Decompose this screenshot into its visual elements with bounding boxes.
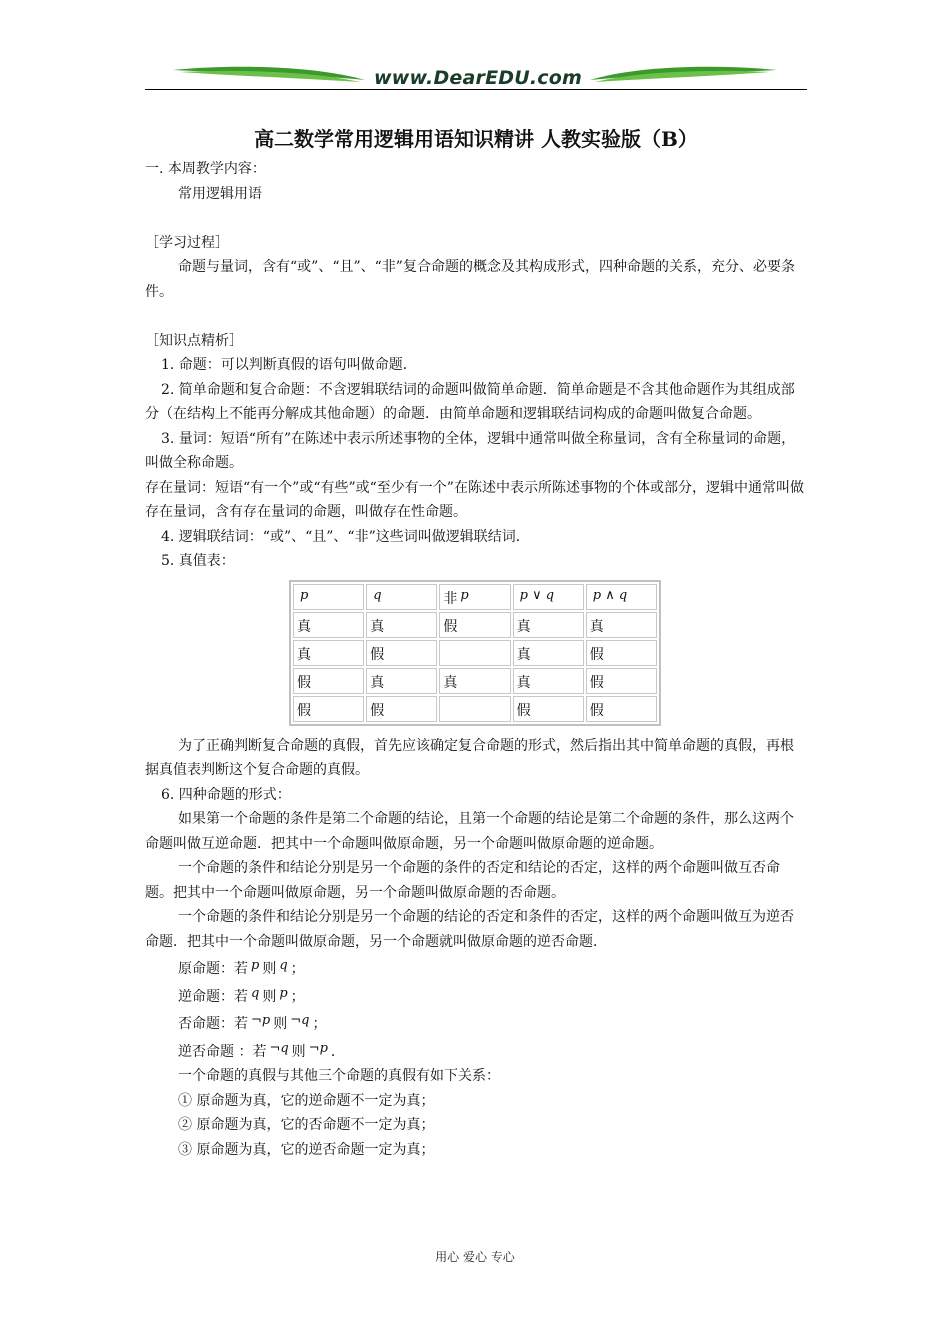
truth-cell: 假 <box>513 696 584 722</box>
truth-cell: 假 <box>586 696 657 722</box>
item-3: 3. 量词：短语“所有”在陈述中表示所述事物的全体，逻辑中通常叫做全称量词，含有全称量词的命题，叫做全称命题。 <box>145 430 796 471</box>
table-row <box>293 612 657 638</box>
truth-cell: 真 <box>586 612 657 638</box>
item-5: 5. 真值表： <box>161 553 235 569</box>
list-item: ③ 原命题为真，它的逆否命题一定为真； <box>178 1141 435 1158</box>
truth-cell: 假 <box>293 668 364 694</box>
truth-table-header-row <box>293 584 657 610</box>
truth-cell: 假 <box>366 696 437 722</box>
section1-heading: 一. 本周教学内容： <box>145 161 266 177</box>
site-name: www.DearEDU.com <box>373 67 583 89</box>
section1-body: 常用逻辑用语 <box>178 185 262 202</box>
document-body <box>145 157 807 1162</box>
truth-cell: 假 <box>439 612 510 638</box>
section6-para1: 如果第一个命题的条件是第二个命题的结论，且第一个命题的结论是第二个命题的条件，那么这两个命题叫做互逆命题．把其中一个命题叫做原命题，另一个命题叫做原命题的逆命题。 <box>145 811 794 852</box>
truth-cell: 真 <box>439 668 510 694</box>
truth-header-cell: p ∧ q <box>586 584 657 610</box>
truth-cell: 真 <box>366 612 437 638</box>
table-row <box>293 668 657 694</box>
site-header <box>145 60 807 92</box>
truth-cell: 假 <box>366 640 437 666</box>
truth-cell <box>439 696 510 722</box>
truth-cell: 真 <box>293 612 364 638</box>
relation-intro: 一个命题的真假与其他三个命题的真假有如下关系： <box>178 1068 500 1084</box>
item-1: 1. 命题：可以判断真假的语句叫做命题． <box>161 357 417 373</box>
truth-cell: 假 <box>586 640 657 666</box>
section6-heading: 6. 四种命题的形式： <box>161 786 291 803</box>
truth-cell: 真 <box>293 640 364 666</box>
section2-heading: ［学习过程］ <box>145 234 229 251</box>
page-title: 高二数学常用逻辑用语知识精讲 人教实验版（B） <box>254 127 698 151</box>
form-inverse: 否命题：若 ¬p 则 ¬q ； <box>178 1013 327 1032</box>
section3-heading: ［知识点精析］ <box>145 332 243 349</box>
page-footer: 用心 爱心 专心 <box>435 1250 515 1264</box>
truth-header-cell: 非 p <box>439 584 510 610</box>
section6-para2: 一个命题的条件和结论分别是另一个命题的条件的否定和结论的否定，这样的两个命题叫做互否命题。把其中一个命题叫做原命题，另一个命题叫做原命题的否命题。 <box>145 860 780 901</box>
truth-table-wrap <box>289 580 807 726</box>
truth-cell: 假 <box>293 696 364 722</box>
header-rule <box>145 89 807 90</box>
section6-para3: 一个命题的条件和结论分别是另一个命题的结论的否定和条件的否定，这样的两个命题叫做互为逆否命题．把其中一个命题叫做原命题，另一个命题就叫做原命题的逆否命题． <box>145 909 794 950</box>
after-table-paragraph: 为了正确判断复合命题的真假，首先应该确定复合命题的形式，然后指出其中简单命题的真假，再根据真值表判断这个复合命题的真假。 <box>145 737 794 778</box>
item-3b: 存在量词：短语“有一个”或“有些”或“至少有一个”在陈述中表示所陈述事物的个体或部分，逻辑中通常叫做存在量词，含有存在量词的命题，叫做存在性命题。 <box>145 479 804 520</box>
form-converse: 逆命题：若 q 则 p ； <box>178 985 305 1005</box>
truth-cell: 真 <box>513 612 584 638</box>
section2-body: 命题与量词，含有“或”、“且”、“非”复合命题的概念及其构成形式，四种命题的关系，充分、必要条件。 <box>145 259 795 300</box>
truth-table <box>289 580 661 726</box>
truth-cell: 假 <box>586 668 657 694</box>
item-2: 2. 简单命题和复合命题：不含逻辑联结词的命题叫做简单命题．简单命题是不含其他命题作为其组成部分（在结构上不能再分解成其他命题）的命题．由简单命题和逻辑联结词构成的命题叫做复合命题。 <box>145 381 795 422</box>
form-original: 原命题：若 p 则 q ； <box>178 958 305 977</box>
form-contrapositive: 逆否命题 ：若 ¬q 则 ¬p ． <box>178 1040 345 1060</box>
truth-cell: 真 <box>366 668 437 694</box>
truth-header-cell: p <box>293 584 364 610</box>
list-item: ② 原命题为真，它的否命题不一定为真； <box>178 1117 435 1133</box>
truth-cell <box>439 640 510 666</box>
item-4: 4. 逻辑联结词：“或”、“且”、“非”这些词叫做逻辑联结词． <box>161 528 530 545</box>
truth-header-cell: q <box>366 584 437 610</box>
truth-cell: 真 <box>513 640 584 666</box>
truth-header-cell: p ∨ q <box>513 584 584 610</box>
list-item: ① 原命题为真，它的逆命题不一定为真； <box>178 1092 435 1109</box>
table-row <box>293 696 657 722</box>
table-row <box>293 640 657 666</box>
truth-cell: 真 <box>513 668 584 694</box>
